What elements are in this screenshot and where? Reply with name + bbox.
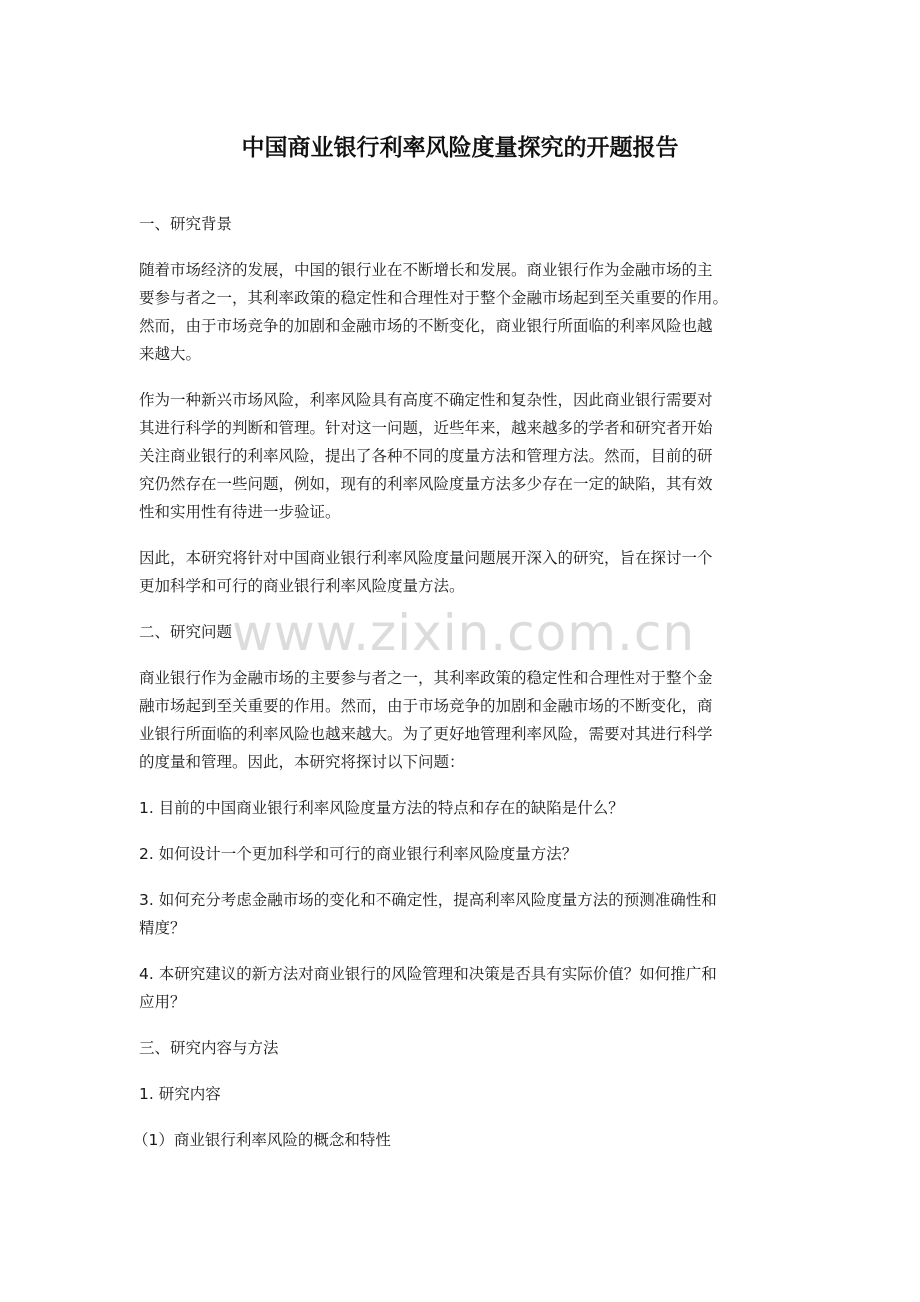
text-line: 究仍然存在一些问题，例如，现有的利率风险度量方法多少存在一定的缺陷，其有效 <box>139 475 713 493</box>
text-line: 性和实用性有待进一步验证。 <box>139 503 341 521</box>
section-heading-background: 一、研究背景 <box>139 215 233 233</box>
text-line: 来越大。 <box>139 345 202 363</box>
text-line: 关注商业银行的利率风险，提出了各种不同的度量方法和管理方法。然而，目前的研 <box>139 447 713 465</box>
text-line: 要参与者之一，其利率政策的稳定性和合理性对于整个金融市场起到至关重要的作用。 <box>139 289 729 307</box>
question-item <box>139 886 789 942</box>
document-body <box>133 210 789 1172</box>
watermark: www.zixin.com.cn <box>232 604 696 662</box>
text-line: 更加科学和可行的商业银行利率风险度量方法。 <box>139 577 465 595</box>
paragraph <box>139 544 789 600</box>
paragraph <box>139 664 789 776</box>
text-line: 商业银行作为金融市场的主要参与者之一，其利率政策的稳定性和合理性对于整个金 <box>139 669 713 687</box>
text-line: 业银行所面临的利率风险也越来越大。为了更好地管理利率风险，需要对其进行科学 <box>139 725 713 743</box>
question-item <box>139 960 789 1016</box>
text-line: 4. 本研究建议的新方法对商业银行的风险管理和决策是否具有实际价值？如何推广和 <box>139 965 717 983</box>
paragraph <box>139 256 789 368</box>
text-line: 精度？ <box>139 919 186 937</box>
paragraph <box>139 386 789 526</box>
list-item: （1）商业银行利率风险的概念和特性 <box>133 1131 391 1149</box>
text-line: 其进行科学的判断和管理。针对这一问题，近些年来，越来越多的学者和研究者开始 <box>139 419 713 437</box>
text-line: 作为一种新兴市场风险，利率风险具有高度不确定性和复杂性，因此商业银行需要对 <box>139 391 713 409</box>
question-item <box>139 794 789 822</box>
section-heading-content-method: 三、研究内容与方法 <box>139 1039 279 1057</box>
text-line: 应用？ <box>139 993 186 1011</box>
document-title: 中国商业银行利率风险度量探究的开题报告 <box>241 135 679 161</box>
text-line: 1. 目前的中国商业银行利率风险度量方法的特点和存在的缺陷是什么？ <box>139 799 624 817</box>
text-line: 因此，本研究将针对中国商业银行利率风险度量问题展开深入的研究，旨在探讨一个 <box>139 549 713 567</box>
text-line: 然而，由于市场竞争的加剧和金融市场的不断变化，商业银行所面临的利率风险也越 <box>139 317 713 335</box>
text-line: 的度量和管理。因此，本研究将探讨以下问题： <box>139 753 465 771</box>
text-line: 随着市场经济的发展，中国的银行业在不断增长和发展。商业银行作为金融市场的主 <box>139 261 713 279</box>
text-line: 3. 如何充分考虑金融市场的变化和不确定性，提高利率风险度量方法的预测准确性和 <box>139 891 717 909</box>
question-item <box>139 840 789 868</box>
subsection-heading: 1. 研究内容 <box>139 1085 221 1103</box>
text-line: 融市场起到至关重要的作用。然而，由于市场竞争的加剧和金融市场的不断变化，商 <box>139 697 713 715</box>
text-line: 2. 如何设计一个更加科学和可行的商业银行利率风险度量方法？ <box>139 845 578 863</box>
section-heading-questions: 二、研究问题 <box>139 623 233 641</box>
